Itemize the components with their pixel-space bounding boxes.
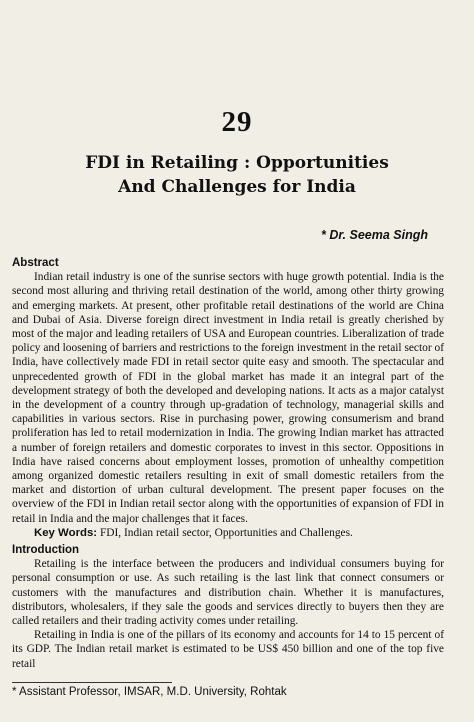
keywords-text: FDI, Indian retail sector, Opportunities and Challenges. — [99, 526, 353, 539]
introduction-heading: Introduction — [12, 544, 80, 556]
author-footnote: * Assistant Professor, IMSAR, M.D. University, Rohtak — [12, 686, 287, 698]
footnote-divider — [12, 682, 172, 683]
chapter-number: 29 — [221, 106, 253, 138]
introduction-paragraph-1: Retailing is the interface between the producers and individual consumers buying for personal consumption or use. As such retailing is the last link that connect consumers or customers with the manufactures and distribution chain. Whether it is manufactures, distributors, wholesalers, if they sale the goods and services directly to buyers then they are called retailers and their trading activity comes under retailing. — [12, 558, 444, 628]
chapter-title — [0, 151, 474, 199]
keywords-line — [12, 526, 444, 540]
abstract-section — [12, 256, 444, 540]
author-name: * Dr. Seema Singh — [321, 228, 428, 242]
keywords-label: Key Words: — [34, 526, 98, 539]
chapter-title-line-1: FDI in Retailing : Opportunities — [85, 153, 389, 173]
chapter-title-line-2: And Challenges for India — [118, 177, 356, 197]
introduction-paragraph-2: Retailing in India is one of the pillars of its economy and accounts for 14 to 15 percent of its GDP. The Indian retail market is estimated to be US$ 450 billion and one of the top five retail — [12, 629, 444, 670]
abstract-heading: Abstract — [12, 257, 59, 269]
introduction-section — [12, 543, 444, 671]
abstract-paragraph: Indian retail industry is one of the sunrise sectors with huge growth potential. India is the second most alluring and thriving retail destination of the world, among other thirty growing and emerging markets. At present, other profitable retail destinations of the world are China and Dubai of Asia. Diverse foreign direct investment in India retail is greatly cherished by most of the major and leading retailers of USA and European countries. Liberalization of trade policy and loosening of barriers and restrictions to the foreign investment in the retail sector of India, have collectively made FDI in retail sector quite easy and smooth. The spectacular and unprecedented growth of FDI in the global market has made it an integral part of the development strategy of both the developed and developing nations. It acts as a major catalyst in the development of a country through up-gradation of technology, managerial skills and capabilities in various sectors. Rise in purchasing power, growing consumerism and brand proliferation has led to retail modernization in India. The growing Indian market has attracted a number of foreign retailers and domestic corporates to invest in this sector. Oppositions in India have raised concerns about employment losses, promotion of unhealthy competition among organized domestic retailers resulting in exit of small domestic retailers from the market and distortion of urban cultural development. The present paper focuses on the overview of the FDI in Indian retail sector along with the opportunities of expansion of FDI in retail in India and the major challenges that it faces. — [12, 271, 444, 525]
